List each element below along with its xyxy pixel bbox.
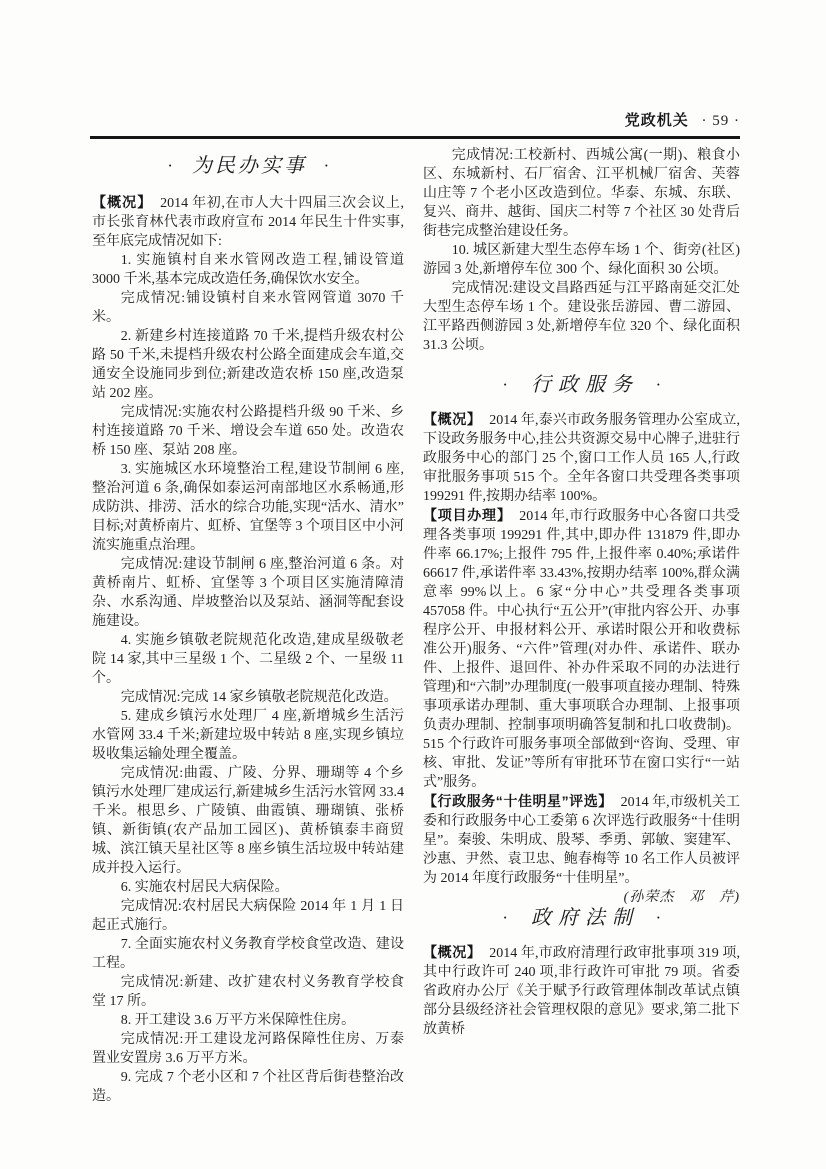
paragraph	[423, 279, 740, 355]
title-dot: ·	[167, 156, 172, 175]
paragraph-text: 2014 年,市级机关工委和行政服务中心工委第 6 次评选行政服务“十佳明星”。秦骏、朱明成、殷琴、季勇、郭敏、窦建军、沙惠、尹然、袁卫忠、鲍春梅等 10 名工作人员被评为 2014 年度行政服务“十佳明星”。	[423, 795, 740, 886]
paragraph	[92, 688, 404, 707]
paragraph-text: 10. 城区新建大型生态停车场 1 个、街旁(社区)游园 3 处,新增停车位 300 个、绿化面积 30 公顷。	[423, 243, 740, 277]
paragraph-text: 2014 年初,在市人大十四届三次会议上,市长张育林代表市政府宣布 2014 年民生十件实事,至年底完成情况如下:	[92, 196, 405, 249]
section-title-text: 行政服务	[531, 374, 639, 396]
paragraph-text: 3. 实施城区水环境整治工程,建设节制闸 6 座,整治河道 6 条,确保如泰运河南部地区水系畅通,形成防洪、排涝、活水的综合功能,实现“活水、清水”目标;对黄桥南片、虹桥、宜堡等 3 个项目区中小河流实施重点治理。	[92, 462, 404, 553]
entry-label: 【行政服务“十佳明星”评选】	[423, 793, 613, 809]
title-dot: ·	[656, 375, 661, 394]
entry-label: 【项目办理】	[423, 507, 512, 523]
paragraph-text: 完成情况:曲霞、广陵、分界、珊瑚等 4 个乡镇污水处理厂建成运行,新建城乡生活污水管网 33.4 千米。根思乡、广陵镇、曲霞镇、珊瑚镇、张桥镇、新街镇(农产品加工园区)、黄桥镇泰丰商贸城、滨江镇天星社区等 8 座乡镇生活垃圾中转站建成并投入运行。	[92, 766, 404, 876]
paragraph	[423, 506, 740, 792]
paragraph	[423, 410, 740, 506]
paragraph-text: 完成情况:开工建设龙河路保障性住房、万泰置业安置房 3.6 万平方米。	[92, 1032, 404, 1066]
paragraph-text: 4. 实施乡镇敬老院规范化改造,建成星级敬老院 14 家,其中三星级 1 个、二星级 2 个、一星级 11 个。	[92, 633, 404, 686]
right-column	[423, 146, 740, 1039]
paragraph	[423, 792, 740, 905]
paragraph	[92, 251, 404, 289]
paragraph-text: 2. 新建乡村连接道路 70 千米,提档升级农村公路 50 千米,未提档升级农村公路全面建成会车道,交通安全设施同步到位;新建改造农桥 150 座,改造泵站 202 座。	[92, 329, 404, 401]
paragraph-text: 1. 实施镇村自来水管网改造工程,铺设管道 3000 千米,基本完成改造任务,确保饮水安全。	[92, 253, 404, 287]
title-dot: ·	[656, 908, 661, 927]
paragraph	[423, 943, 740, 1039]
page-number: · 59 ·	[701, 113, 740, 129]
title-dot: ·	[502, 908, 507, 927]
page-header	[90, 109, 740, 130]
entry-label: 【概况】	[423, 944, 482, 960]
paragraph-text: 7. 全面实施农村义务教育学校食堂改造、建设工程。	[92, 937, 404, 971]
entry-label: 【概况】	[423, 411, 482, 427]
paragraph	[92, 878, 404, 897]
entry-label: 【概况】	[92, 194, 153, 210]
paragraph	[92, 707, 404, 764]
paragraph-text: 完成情况:农村居民大病保险 2014 年 1 月 1 日起正式施行。	[92, 899, 404, 933]
paragraph-text: 9. 完成 7 个老小区和 7 个社区背后街巷整治改造。	[92, 1070, 404, 1104]
paragraph-text: 完成情况:新建、改扩建农村义务教育学校食堂 17 所。	[92, 975, 404, 1009]
paragraph-text: 5. 建成乡镇污水处理厂 4 座,新增城乡生活污水管网 33.4 千米;新建垃圾中转站 8 座,实现乡镇垃圾收集运输处理全覆盖。	[92, 709, 404, 762]
paragraph	[92, 555, 404, 631]
paragraph-text: 完成情况:铺设镇村自来水管网管道 3070 千米。	[92, 291, 404, 325]
title-dot: ·	[324, 156, 329, 175]
paragraph	[92, 1011, 404, 1030]
paragraph-text: 完成情况:建设节制闸 6 座,整治河道 6 条。对黄桥南片、虹桥、宜堡等 3 个项目区实施清障清杂、水系沟通、岸坡整治以及泵站、涵洞等配套设施建设。	[92, 557, 404, 629]
paragraph-text: 完成情况:工校新村、西城公寓(一期)、粮食小区、东城新村、石厂宿舍、江平机械厂宿舍、芙蓉山庄等 7 个老小区改造到位。华泰、东城、东联、复兴、商井、越街、国庆二村等 7 个社区 30 处背后街巷完成整治建设任务。	[423, 148, 740, 239]
paragraph-text: 2014 年,市政府清理行政审批事项 319 项,其中行政许可 240 项,非行政许可审批 79 项。省委省政府办公厅《关于赋予行政管理体制改革试点镇部分县级经济社会管理权限的意见》要求,第二批下放黄桥	[423, 946, 741, 1037]
paragraph	[92, 935, 404, 973]
section-title-text: 为民办实事	[192, 155, 307, 177]
paragraph	[92, 327, 404, 403]
paragraph-text: 2014 年,泰兴市政务服务管理办公室成立,下设政务服务中心,挂公共资源交易中心牌子,进驻行政服务中心的部门 25 个,窗口工作人员 165 人,行政审批服务事项 515 个。全年各窗口共受理各类事项 199291 件,按期办结率 100%。	[423, 413, 741, 504]
section-title-weiminbanshishi	[92, 156, 404, 176]
author-signature: (孙荣杰 邓 芹)	[623, 890, 740, 905]
paragraph	[92, 1068, 404, 1106]
paragraph	[92, 1030, 404, 1068]
title-dot: ·	[502, 375, 507, 394]
section-title-text: 政府法制	[531, 907, 639, 929]
paragraph-text: 6. 实施农村居民大病保险。	[120, 880, 289, 895]
paragraph-text: 2014 年,市行政服务中心各窗口共受理各类事项 199291 件,其中,即办件 131879 件,即办件率 66.17%;上报件 795 件,上报件率 0.40%;承诺件 66617 件,承诺件率 33.43%,按期办结率 100%,群众满意率 99%以上。6 家“分中心”共受理各类事项 457058 件。中心执行“五公开”(审批内容公开、办事程序公开、申报材料公开、承诺时限公开和收费标准公开)服务、“六件”管理(对办件、承诺件、联办件、上报件、退回件、补办件采取不同的办法进行管理)和“六制”办理制度(一般事项直接办理制、特殊事项承诺办理制、重大事项联合办理制、上报事项负责办理制、控制事项明确答复制和扎口收费制)。515 个行政许可服务事项全部做到“咨询、受理、审核、审批、发证”等所有审批环节在窗口实行“一站式”服务。	[423, 509, 740, 790]
left-column	[92, 150, 404, 1106]
paragraph	[92, 631, 404, 688]
section-title-xingzhengfuwu	[423, 375, 740, 395]
paragraph	[92, 764, 404, 878]
paragraph-text: 完成情况:实施农村公路提档升级 90 千米、乡村连接道路 70 千米、增设会车道 650 处。改造农桥 150 座、泵站 208 座。	[92, 405, 404, 458]
paragraph	[92, 897, 404, 935]
header-rule	[90, 136, 740, 139]
paragraph-text: 8. 开工建设 3.6 万平方米保障性住房。	[120, 1013, 356, 1028]
paragraph	[92, 973, 404, 1011]
paragraph	[92, 403, 404, 460]
section-title-zhengfufazhi	[423, 908, 740, 928]
paragraph	[423, 146, 740, 241]
paragraph-text: 完成情况:建设文昌路西延与江平路南延交汇处大型生态停车场 1 个。建设张岳游园、曹二游园、江平路西侧游园 3 处,新增停车位 320 个、绿化面积 31.3 公顷。	[423, 281, 740, 353]
header-section-label: 党政机关	[624, 112, 689, 129]
paragraph	[92, 289, 404, 327]
paragraph	[423, 241, 740, 279]
paragraph	[92, 460, 404, 555]
paragraph-text: 完成情况:完成 14 家乡镇敬老院规范化改造。	[120, 690, 398, 705]
paragraph	[92, 193, 404, 251]
